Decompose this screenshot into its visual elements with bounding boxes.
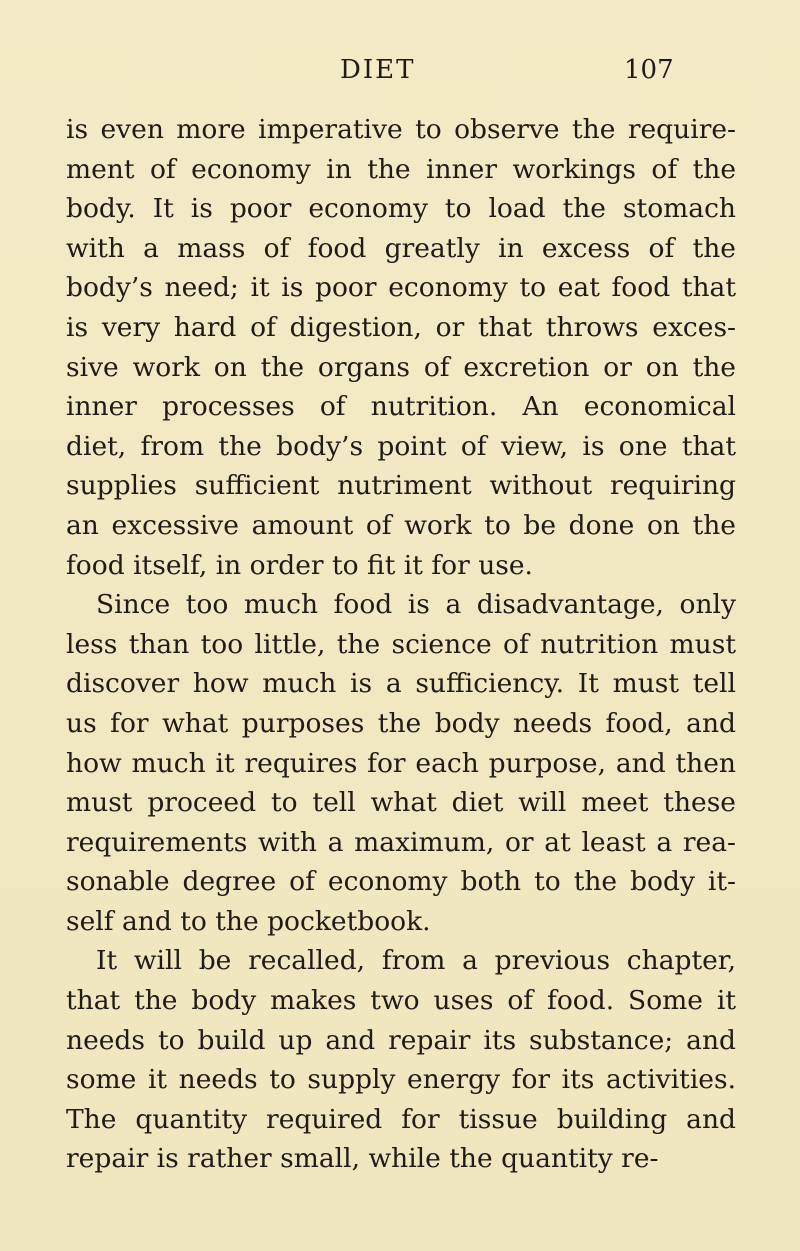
text-line: self and to the pocketbook. — [66, 905, 431, 937]
text-line: some it needs to supply energy for its activities. — [66, 1064, 736, 1096]
running-title: DIET — [340, 55, 416, 85]
text-line: needs to build up and repair its substance; and — [66, 1024, 736, 1056]
text-line: is even more imperative to observe the require- — [66, 114, 736, 145]
text-line: It will be recalled, from a previous chapter, — [96, 945, 736, 977]
text-line: discover how much is a sufficiency. It must tell — [66, 668, 736, 700]
text-line: is very hard of digestion, or that throws exces- — [66, 311, 736, 343]
text-line: less than too little, the science of nutrition must — [66, 628, 736, 660]
text-line: diet, from the body’s point of view, is one that — [66, 430, 736, 462]
text-line: repair is rather small, while the quantity re- — [66, 1143, 659, 1175]
text-line: sonable degree of economy both to the body it- — [66, 866, 736, 898]
text-line: us for what purposes the body needs food, and — [66, 707, 736, 739]
page-number: 107 — [624, 55, 674, 85]
text-line: with a mass of food greatly in excess of the — [66, 232, 736, 264]
text-line: body. It is poor economy to load the stomach — [66, 193, 736, 225]
text-line: that the body makes two uses of food. Some it — [66, 985, 736, 1017]
body-text — [66, 110, 736, 1179]
running-head — [0, 55, 800, 95]
text-line: The quantity required for tissue building and — [66, 1103, 736, 1135]
text-line: food itself, in order to fit it for use. — [66, 549, 533, 581]
text-line: body’s need; it is poor economy to eat food that — [66, 272, 736, 304]
text-line: supplies sufficient nutriment without requiring — [66, 470, 736, 502]
text-line: must proceed to tell what diet will meet these — [66, 787, 736, 819]
text-line: ment of economy in the inner workings of the — [66, 153, 736, 185]
text-line: an excessive amount of work to be done on the — [66, 509, 736, 541]
text-line: requirements with a maximum, or at least a rea- — [66, 826, 736, 858]
text-line: how much it requires for each purpose, and then — [66, 747, 736, 779]
text-line: inner processes of nutrition. An economical — [66, 391, 736, 423]
text-line: sive work on the organs of excretion or on the — [66, 351, 736, 383]
text-line: Since too much food is a disadvantage, only — [96, 589, 736, 621]
